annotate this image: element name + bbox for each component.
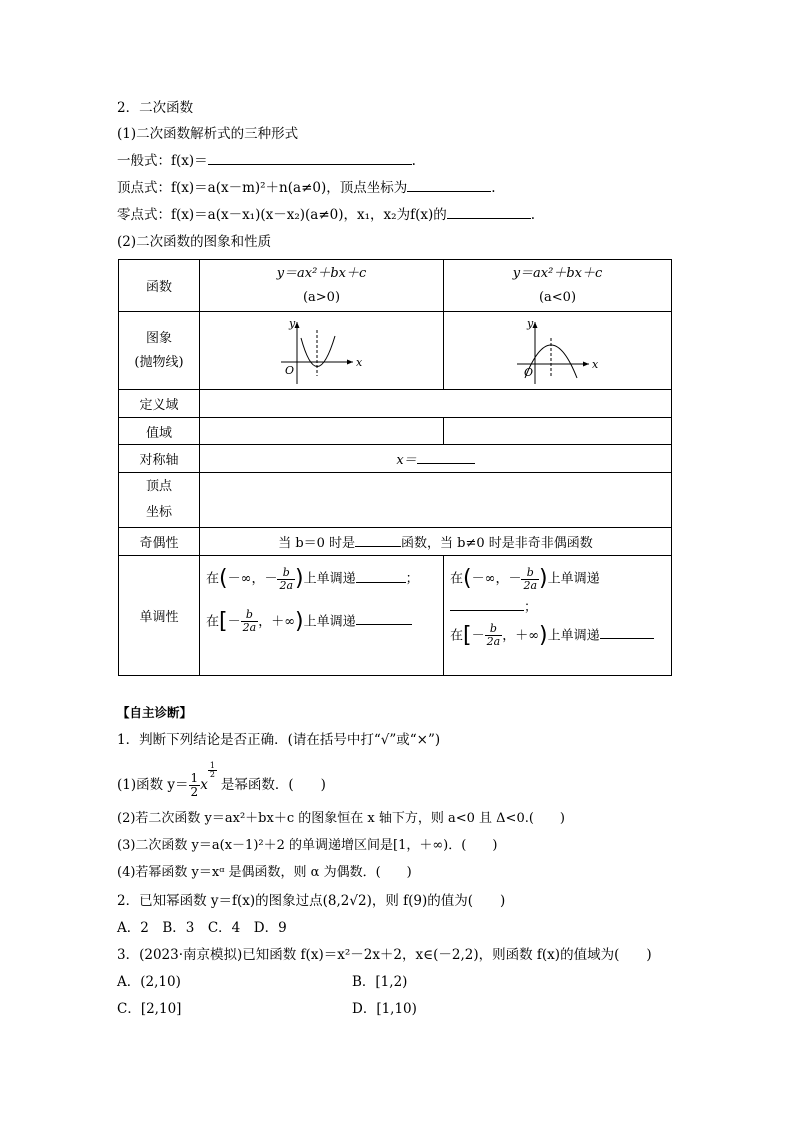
vertex-form-label: 顶点式： [117, 180, 171, 196]
graph-downward-cell [444, 312, 672, 390]
semicolon: ； [405, 571, 419, 587]
x-axis-arrow [583, 361, 589, 366]
question-1-4: (4)若幂函数 y＝xᵅ 是偶函数，则 α 为偶数．( ) [117, 865, 412, 880]
semicolon: ； [524, 599, 538, 615]
mono-dec-text: 上单调递 [303, 571, 356, 587]
left-paren: ( [219, 566, 228, 591]
exp-num: 1 [209, 761, 215, 770]
left-paren: ( [463, 566, 472, 591]
mono-a-neg-line1 [450, 562, 671, 597]
mono-minus: － [471, 628, 485, 643]
section-title: 2．二次函数 [117, 100, 194, 116]
left-bracket: [ [219, 608, 228, 634]
general-form-label: 一般式： [117, 153, 171, 169]
right-paren: ) [539, 566, 548, 591]
parity-post: 函数，当 b≠0 时是非奇非偶函数 [401, 536, 593, 551]
zero-form-blank[interactable] [447, 206, 531, 219]
axis-answer-cell [200, 445, 672, 473]
mono-a-pos-line1 [206, 562, 443, 597]
frac-den: 2a [486, 635, 501, 648]
question-1: 1．判断下列结论是否正确．(请在括号中打“√”或“×”) [117, 732, 441, 748]
subsection-graph: (2)二次函数的图象和性质 [117, 234, 272, 250]
mono-at: 在 [206, 614, 220, 629]
general-form-blank[interactable] [208, 152, 412, 165]
general-form-expr: f(x)＝ [171, 153, 208, 169]
row-label-monotonicity: 单调性 [119, 556, 200, 676]
row-label-range: 值域 [119, 418, 200, 445]
row-label-vertex [119, 473, 200, 528]
downward-parabola-graph [513, 316, 603, 386]
upward-parabola-graph [277, 316, 367, 386]
q1-1-post: 是幂函数．( ) [220, 777, 326, 793]
frac-num: b [241, 609, 259, 622]
mono-blank-1[interactable] [356, 570, 406, 583]
quadratic-properties-table [118, 259, 672, 676]
header-a-negative-expr: y＝ax²＋bx＋c [512, 265, 603, 281]
mono-neg-inf: －∞， [227, 571, 265, 587]
exponent-half [208, 762, 217, 779]
range-answer-a-neg[interactable] [444, 418, 672, 445]
mono-inc-text: 上单调递 [303, 614, 356, 629]
parity-cell [200, 528, 672, 556]
mono-minus: － [227, 614, 241, 629]
header-a-positive-cond: (a>0) [302, 289, 341, 305]
question-1-3: (3)二次函数 y＝a(x－1)²＋2 的单调递增区间是[1，＋∞)．( ) [117, 838, 498, 853]
parity-pre: 当 b＝0 时是 [278, 536, 356, 551]
b-over-2a [485, 623, 503, 648]
frac-num: b [277, 567, 295, 580]
mono-minus: － [508, 571, 522, 587]
mono-a-pos-line2 [206, 605, 443, 640]
exp-den: 2 [209, 770, 215, 779]
self-check-title: 【自主诊断】 [117, 705, 193, 720]
axis-blank[interactable] [417, 451, 475, 464]
mono-pos-inf: ，＋∞ [258, 614, 296, 629]
subsection-forms: (1)二次函数解析式的三种形式 [117, 126, 299, 142]
general-form-line [117, 152, 416, 170]
x-axis-arrow [347, 359, 353, 364]
frac-den: 2a [242, 621, 257, 634]
graph-upward-cell [200, 312, 444, 390]
y-axis-arrow [532, 322, 537, 328]
question-1-2: (2)若二次函数 y＝ax²＋bx＋c 的图象恒在 x 轴下方，则 a<0 且 Δ<0.( ) [117, 811, 565, 826]
domain-answer-cell[interactable] [200, 390, 672, 418]
mono-a-neg-cell [444, 556, 672, 676]
b-over-2a [241, 609, 259, 634]
row-label-graph [119, 312, 200, 390]
mono-a-pos-cell [200, 556, 444, 676]
vertex-form-expr: f(x)＝a(x－m)²＋n(a≠0)，顶点坐标为 [171, 180, 408, 196]
b-over-2a [521, 567, 539, 592]
mono-pos-inf: ，＋∞ [502, 628, 540, 643]
right-paren: ) [295, 608, 304, 634]
vertex-form-end: . [491, 180, 496, 196]
half-den: 2 [190, 785, 199, 799]
row-label-parity: 奇偶性 [119, 528, 200, 556]
right-paren: ) [295, 566, 304, 591]
zero-form-end: . [530, 207, 536, 223]
mono-at: 在 [450, 628, 464, 643]
right-paren: ) [539, 622, 548, 648]
y-axis-arrow [294, 322, 299, 328]
vertex-label-1: 顶点 [145, 479, 172, 494]
vertex-form-line [117, 179, 496, 197]
mono-at: 在 [450, 571, 464, 587]
vertex-label-2: 坐标 [145, 505, 172, 520]
header-function: 函数 [119, 260, 200, 312]
mono-dec-text: 上单调递 [547, 628, 600, 643]
question-3: 3．(2023·南京模拟)已知函数 f(x)＝x²－2x＋2，x∈(－2,2)，则函数 f(x)的值域为( ) [117, 947, 652, 963]
header-a-negative [444, 260, 672, 312]
question-2: 2．已知幂函数 y＝f(x)的图象过点(8,2√2)，则 f(9)的值为( ) [117, 893, 506, 909]
left-bracket: [ [463, 622, 472, 648]
mono-a-neg-line2 [450, 597, 671, 619]
zero-form-line [117, 206, 535, 224]
frac-den: 2a [279, 578, 294, 592]
mono-blank-4[interactable] [600, 626, 654, 639]
graph-label-1: 图象 [145, 330, 172, 346]
question-3-option-d: D．[1,10) [352, 1001, 417, 1017]
q1-1-pre: (1)函数 y＝ [117, 777, 189, 793]
frac-num: b [485, 623, 503, 636]
half-num: 1 [190, 771, 199, 785]
question-3-option-a: A．(2,10) [117, 974, 181, 990]
header-a-positive-expr: y＝ax²＋bx＋c [276, 265, 367, 281]
one-half [189, 772, 201, 799]
general-form-end: . [411, 153, 416, 169]
b-over-2a [277, 567, 295, 592]
parity-blank[interactable] [355, 534, 401, 547]
frac-num: b [521, 567, 539, 580]
graph-label-2: (抛物线) [134, 354, 184, 370]
question-3-option-b: B．[1,2) [352, 974, 408, 990]
mono-at: 在 [206, 571, 220, 587]
mono-a-neg-line3 [450, 619, 671, 654]
mono-neg-inf: －∞， [471, 571, 509, 587]
range-answer-a-pos[interactable] [200, 418, 444, 445]
vertex-form-blank[interactable] [407, 179, 491, 192]
mono-blank-3[interactable] [450, 598, 524, 611]
question-2-options: A．2 B．3 C．4 D．9 [117, 920, 287, 936]
origin-label: O [523, 365, 533, 379]
header-a-positive [200, 260, 444, 312]
y-label: y [526, 316, 533, 330]
mono-blank-2[interactable] [356, 612, 412, 625]
question-1-1 [117, 762, 326, 800]
frac-den: 2a [523, 578, 538, 592]
mono-inc-text: 上单调递 [547, 571, 600, 587]
zero-form-label: 零点式： [117, 207, 171, 223]
axis-expr: x＝ [396, 453, 417, 468]
question-3-option-c: C．[2,10] [117, 1001, 182, 1017]
header-a-negative-cond: (a<0) [538, 289, 577, 305]
x-label: x [591, 357, 598, 371]
mono-minus: － [264, 571, 278, 587]
row-label-axis: 对称轴 [119, 445, 200, 473]
zero-form-expr: f(x)＝a(x－x₁)(x－x₂)(a≠0)，x₁，x₂为f(x)的 [171, 207, 447, 223]
row-label-domain: 定义域 [119, 390, 200, 418]
x-label: x [355, 355, 362, 369]
vertex-answer-cell[interactable] [200, 473, 672, 528]
y-label: y [288, 316, 295, 330]
q1-1-x: x [200, 777, 208, 793]
origin-label: O [284, 363, 294, 377]
